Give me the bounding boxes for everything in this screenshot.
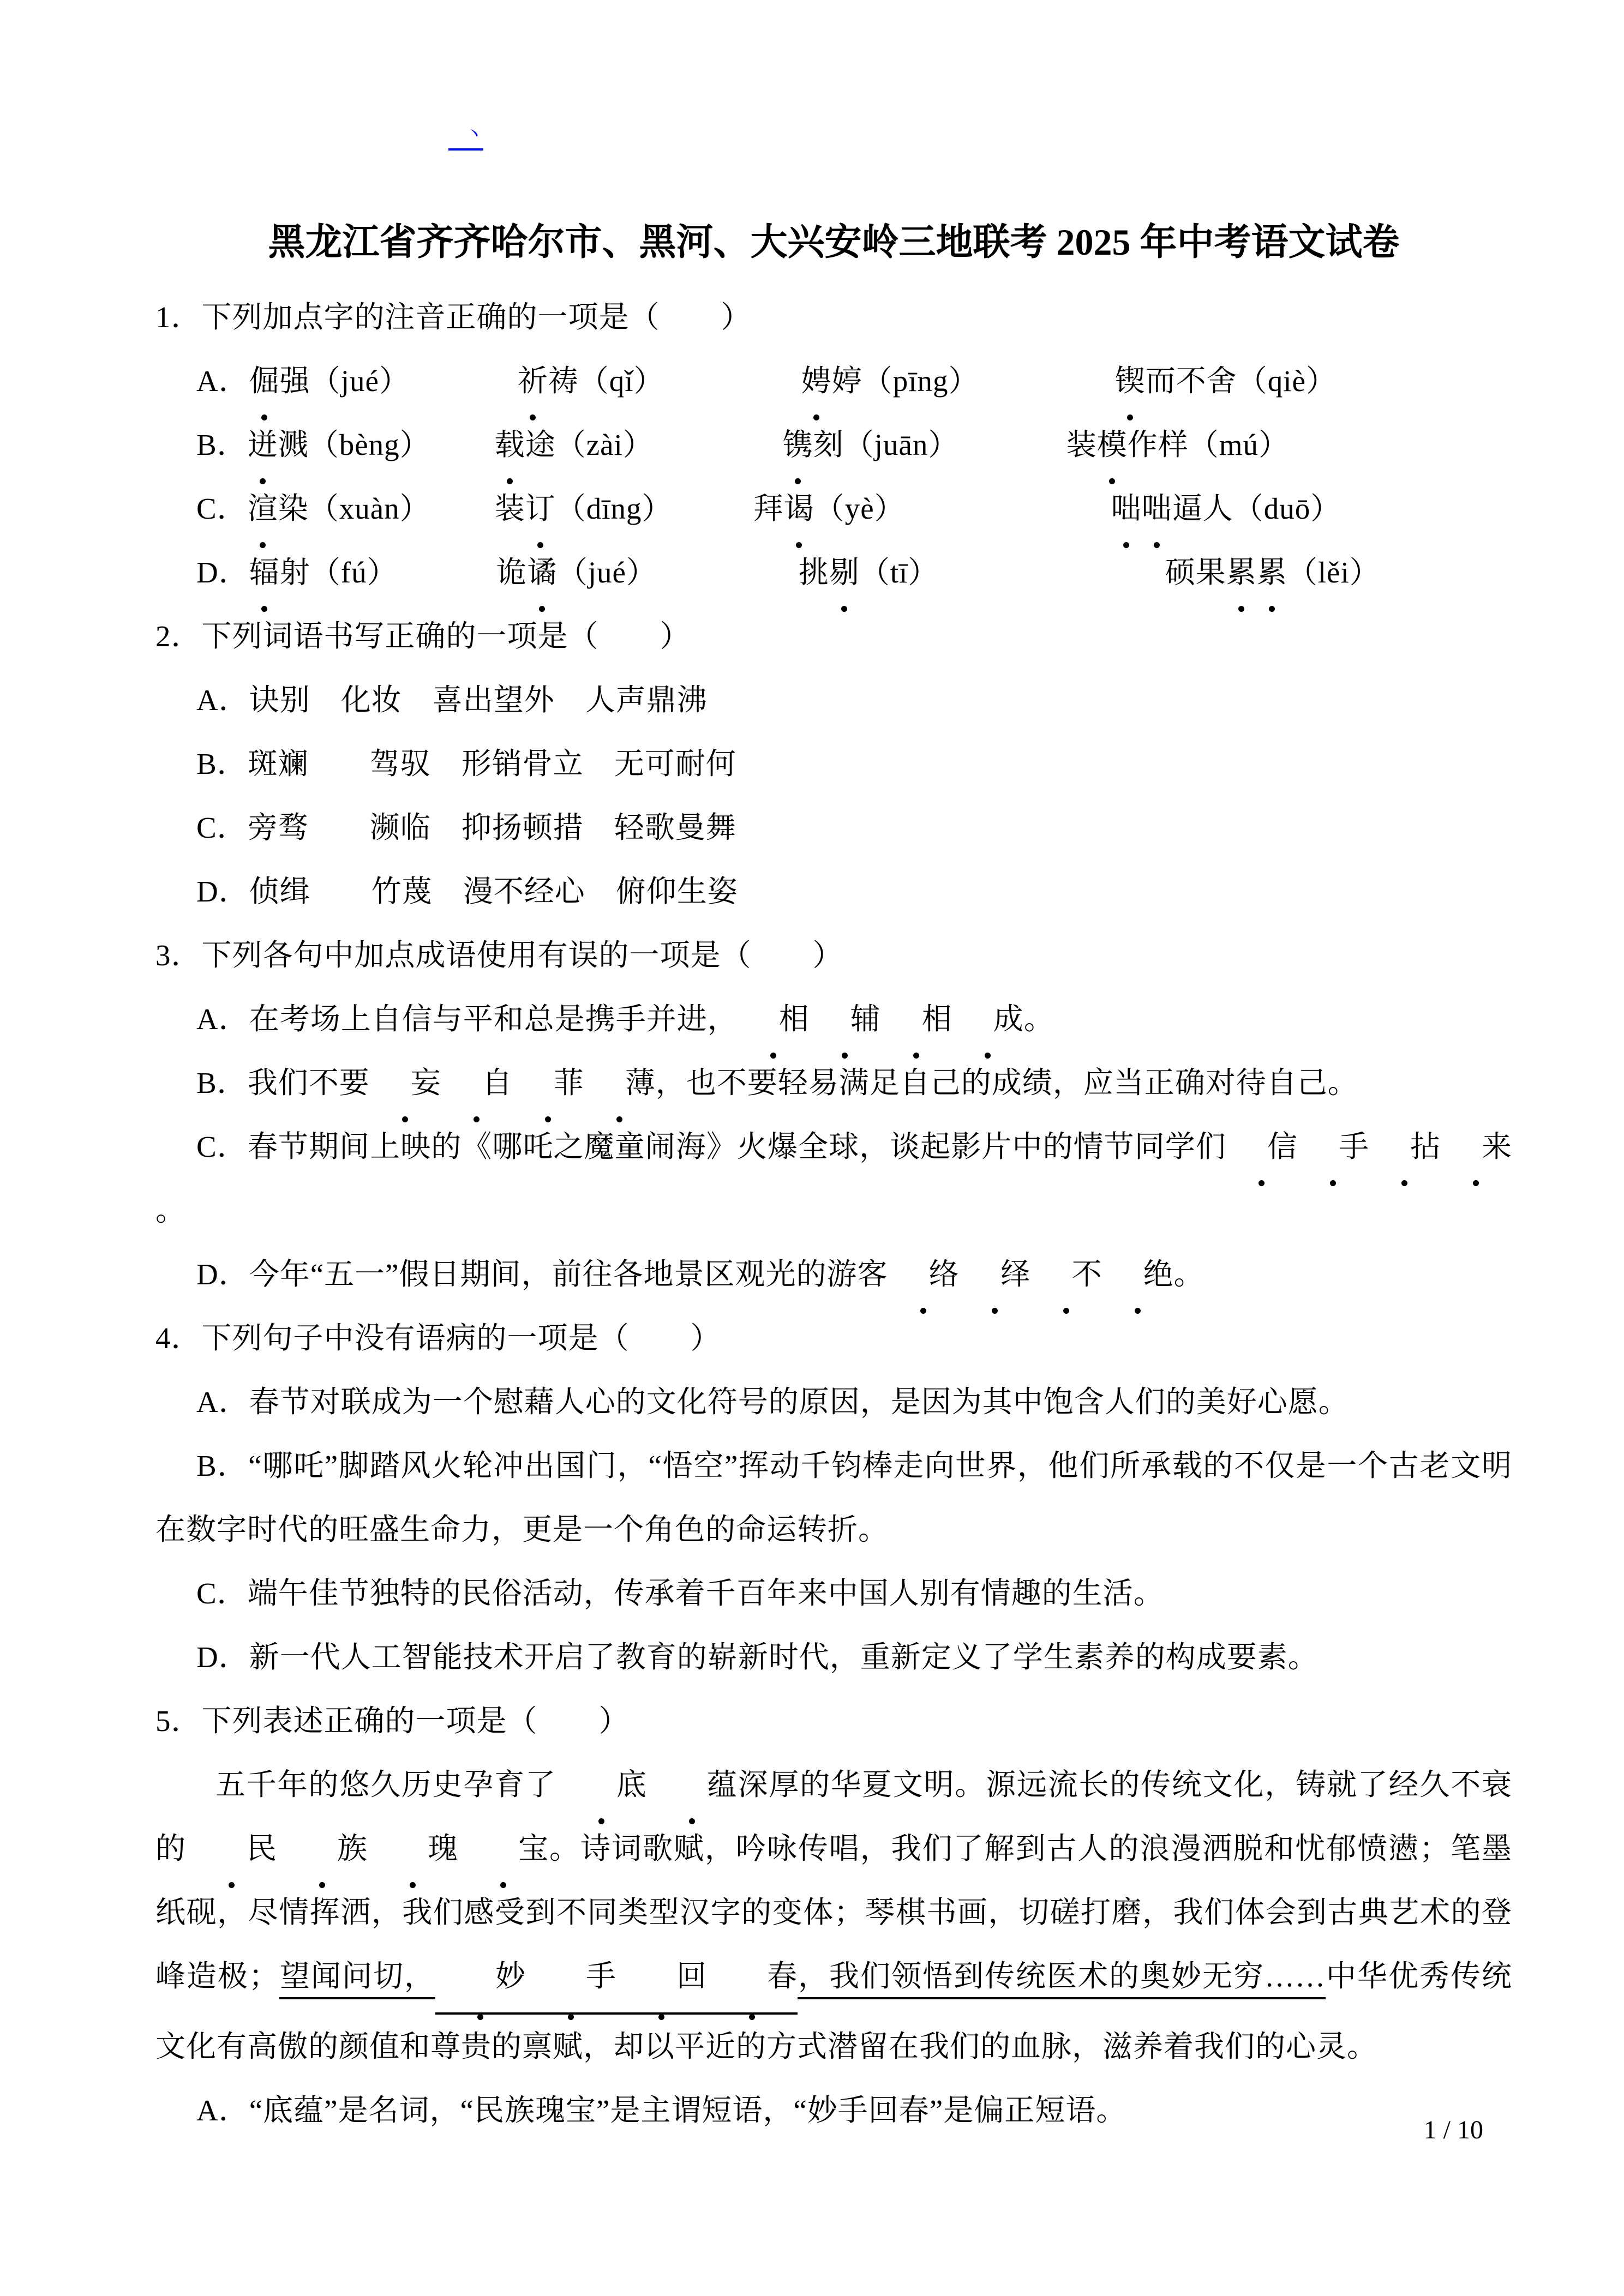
option-word <box>249 349 518 413</box>
question-5-stem: 5．下列表述正确的一项是（ ） <box>155 1704 630 1738</box>
emphasized-char: 咄 <box>1142 477 1172 540</box>
option-label: B． <box>196 1066 248 1099</box>
emphasized-char: 自 <box>441 1051 513 1115</box>
text-run: 祷（qǐ） <box>548 364 664 398</box>
question-2-option-A <box>155 668 1512 732</box>
text-run: 深厚的华夏文明。源远流长的传统文化，铸就了经久不衰的 <box>155 1768 1512 1865</box>
text-run: （dīng） <box>555 492 673 525</box>
emphasized-char: 娉 <box>801 349 832 413</box>
option-word <box>518 349 801 413</box>
option-word <box>753 477 1111 540</box>
text-run: 逼人（duō） <box>1172 492 1341 525</box>
emphasized-char: 绎 <box>960 1242 1031 1306</box>
text-run: 中华优秀传统文化有高傲的颜值和尊贵的禀赋，却以平近的方式潜留在我们的血脉，滋养着我们的心灵。 <box>155 1960 1512 2063</box>
option-label: D． <box>196 875 249 908</box>
text-run: 强（jué） <box>279 364 410 398</box>
question-4-option-A <box>155 1370 1512 1434</box>
question-2-stem: 2．下列词语书写正确的一项是（ ） <box>155 620 691 653</box>
emphasized-char: 辅 <box>810 987 881 1051</box>
text-run: 射（fú） <box>279 556 398 589</box>
emphasized-char: 辐 <box>249 540 280 604</box>
text-run: （jué） <box>557 556 657 589</box>
text-run: 硕果 <box>1165 556 1226 589</box>
exam-title: 黑龙江省齐齐哈尔市、黑河、大兴安岭三地联考 2025 年中考语文试卷 <box>268 221 1400 263</box>
page-number: 1 / 10 <box>1423 2115 1483 2144</box>
text-run: 。诗词歌赋，吟咏传唱，我们了解到古人的浪漫洒脱和忧郁愤懑；笔墨纸砚，尽情挥洒，我们感受到不同类型汉字的变体；琴棋书画，切磋打磨，我们体会到古典艺术的登峰造极； <box>155 1832 1512 1993</box>
option-word <box>1111 477 1341 540</box>
emphasized-char: 拈 <box>1369 1115 1441 1179</box>
option-label: A． <box>196 683 249 717</box>
question-1-stem: 1．下列加点字的注音正确的一项是（ ） <box>155 300 752 334</box>
emphasized-char: 倔 <box>249 349 280 413</box>
text-run: 拜 <box>753 492 784 525</box>
option-label: D． <box>196 556 249 589</box>
text-run: 而不舍（qiè） <box>1145 364 1337 398</box>
option-word <box>249 540 496 604</box>
annotation-glyph: 丶 <box>465 125 483 145</box>
questions <box>155 285 1512 2142</box>
text-run: 。 <box>1173 1258 1204 1291</box>
text-run: 途（zài） <box>525 428 654 461</box>
option-word <box>1115 349 1337 413</box>
question-1-option-D <box>155 540 1512 604</box>
text-run: 。 <box>1023 1002 1054 1036</box>
option-word <box>799 540 1165 604</box>
text-run: 诡 <box>496 556 527 589</box>
text-run: 婷（pīng） <box>831 364 979 398</box>
text-run: 五千年的悠久历史孕育了 <box>215 1768 556 1801</box>
emphasized-char: 渲 <box>248 477 278 540</box>
text-run: 溅（bèng） <box>278 428 430 461</box>
option-label: D． <box>196 1640 249 1674</box>
question-1-option-B <box>155 413 1512 477</box>
emphasized-char: 来 <box>1441 1115 1512 1179</box>
question-4-option-C <box>155 1561 1512 1625</box>
emphasized-char: 镌 <box>783 413 813 477</box>
emphasized-char: 底 <box>556 1753 647 1817</box>
text-run: 在考场上自信与平和总是携手并进， <box>249 1002 738 1036</box>
option-label: C． <box>196 492 248 525</box>
option-word <box>495 413 783 477</box>
text-run: 新一代人工智能技术开启了教育的崭新时代，重新定义了学生素养的构成要素。 <box>249 1640 1319 1674</box>
emphasized-char: 累 <box>1226 540 1257 604</box>
emphasized-char: 迸 <box>248 413 278 477</box>
emphasized-char: 模 <box>1097 413 1128 477</box>
emphasized-char: 薄 <box>584 1051 656 1115</box>
question-4-stem: 4．下列句子中没有语病的一项是（ ） <box>155 1321 721 1355</box>
question-4-option-B <box>155 1434 1512 1561</box>
option-label: C． <box>196 811 248 844</box>
text-run: 端午佳节独特的民俗活动，传承着千百年来中国人别有情趣的生活。 <box>247 1577 1164 1610</box>
emphasized-char: 谲 <box>527 540 558 604</box>
emphasized-char: 民 <box>187 1817 277 1880</box>
emphasized-char: 手 <box>526 1944 616 2015</box>
text-run: 斑斓 驾驭 形销骨立 无可耐何 <box>247 747 736 780</box>
emphasized-char: 瑰 <box>368 1817 458 1880</box>
question-1-option-A <box>155 349 1512 413</box>
option-label: A． <box>196 2094 249 2127</box>
question-2-option-D <box>155 860 1512 923</box>
option-label: A． <box>196 364 249 398</box>
text-run: 春节对联成为一个慰藉人心的文化符号的原因，是因为其中饱含人们的美好心愿。 <box>249 1385 1349 1419</box>
text-run: 挑 <box>798 556 829 589</box>
emphasized-char: 族 <box>277 1817 368 1880</box>
option-word <box>495 477 753 540</box>
emphasized-char: 祈 <box>518 349 548 413</box>
text-run: （tī） <box>859 556 939 589</box>
emphasized-char: 相 <box>738 987 810 1051</box>
text-run: 今年“五一”假日期间，前往各地景区观光的游客 <box>249 1258 888 1291</box>
emphasized-char: 菲 <box>513 1051 584 1115</box>
question-2-option-B <box>155 732 1512 796</box>
option-label: D． <box>196 1258 249 1291</box>
option-label: C． <box>196 1130 248 1163</box>
emphasized-char: 妙 <box>435 1944 526 2015</box>
text-run: “底蕴”是名词，“民族瑰宝”是主谓短语，“妙手回春”是偏正短语。 <box>249 2094 1127 2127</box>
emphasized-char: 蕴 <box>647 1753 738 1817</box>
emphasized-char: 载 <box>495 413 525 477</box>
emphasized-char: 累 <box>1257 540 1287 604</box>
question-3-option-C <box>155 1115 1512 1242</box>
text-run: 旁骛 濒临 抑扬顿措 轻歌曼舞 <box>247 811 736 844</box>
option-label: A． <box>196 1002 249 1036</box>
option-label: B． <box>196 1449 249 1482</box>
underlined-text: 望闻问切， <box>279 1960 435 1999</box>
text-run: 染（xuàn） <box>278 492 430 525</box>
question-2-option-C <box>155 796 1512 860</box>
option-label: A． <box>196 1385 249 1419</box>
option-word <box>783 413 1066 477</box>
emphasized-char: 春 <box>707 1944 798 2015</box>
emphasized-char: 锲 <box>1115 349 1146 413</box>
question-3-stem: 3．下列各句中加点成语使用有误的一项是（ ） <box>155 939 843 972</box>
emphasized-char: 宝 <box>458 1817 549 1880</box>
emphasized-char: 订 <box>525 477 556 540</box>
option-word <box>248 477 495 540</box>
underlined-text: ，我们领悟到传统医术的奥妙无穷…… <box>798 1960 1326 1999</box>
emphasized-char: 绝 <box>1102 1242 1174 1306</box>
emphasized-char: 回 <box>616 1944 707 2015</box>
emphasized-char: 咄 <box>1111 477 1142 540</box>
text-run: 装 <box>1066 428 1097 461</box>
question-3-option-B <box>155 1051 1512 1115</box>
text-run: 诀别 化妆 喜出望外 人声鼎沸 <box>249 683 708 717</box>
exam-content <box>155 211 1512 2142</box>
text-run: 侦缉 竹蔑 漫不经心 俯仰生姿 <box>249 875 738 908</box>
emphasized-char: 不 <box>1031 1242 1102 1306</box>
question-1-option-C <box>155 477 1512 540</box>
option-word <box>1066 413 1289 477</box>
text-run: 装 <box>494 492 525 525</box>
emphasized-char: 剔 <box>829 540 860 604</box>
text-run: 。 <box>155 1194 187 1227</box>
question-3-option-A <box>155 987 1512 1051</box>
option-word <box>1165 540 1380 604</box>
text-run: “哪吒”脚踏风火轮冲出国门，“悟空”挥动千钧棒走向世界，他们所承载的不仅是一个古老文明在数字时代的旺盛生命力，更是一个角色的命运转折。 <box>155 1449 1512 1546</box>
question-5-passage <box>155 1753 1512 2078</box>
text-run: 我们不要 <box>247 1066 370 1099</box>
emphasized-char: 谒 <box>784 477 814 540</box>
emphasized-char: 信 <box>1226 1115 1298 1179</box>
option-label: B． <box>196 747 248 780</box>
option-word <box>248 413 495 477</box>
question-5-option-A <box>155 2078 1512 2142</box>
option-word <box>801 349 1115 413</box>
text-run: 作样（mú） <box>1127 428 1289 461</box>
option-word <box>496 540 799 604</box>
option-label: B． <box>196 428 248 461</box>
question-4-option-D <box>155 1625 1512 1689</box>
emphasized-char: 手 <box>1298 1115 1369 1179</box>
text-run: （lěi） <box>1287 556 1380 589</box>
emphasized-char: 妄 <box>370 1051 441 1115</box>
blue-annotation-mark <box>448 124 483 151</box>
emphasized-char: 相 <box>881 987 952 1051</box>
text-run: 春节期间上映的《哪吒之魔童闹海》火爆全球，谈起影片中的情节同学们 <box>247 1130 1226 1163</box>
question-3-option-D <box>155 1242 1512 1306</box>
emphasized-char: 络 <box>888 1242 960 1306</box>
text-run: 刻（juān） <box>813 428 959 461</box>
emphasized-char: 成 <box>952 987 1024 1051</box>
text-run: ，也不要轻易满足自己的成绩，应当正确对待自己。 <box>655 1066 1358 1099</box>
option-label: C． <box>196 1577 248 1610</box>
text-run: （yè） <box>814 492 905 525</box>
